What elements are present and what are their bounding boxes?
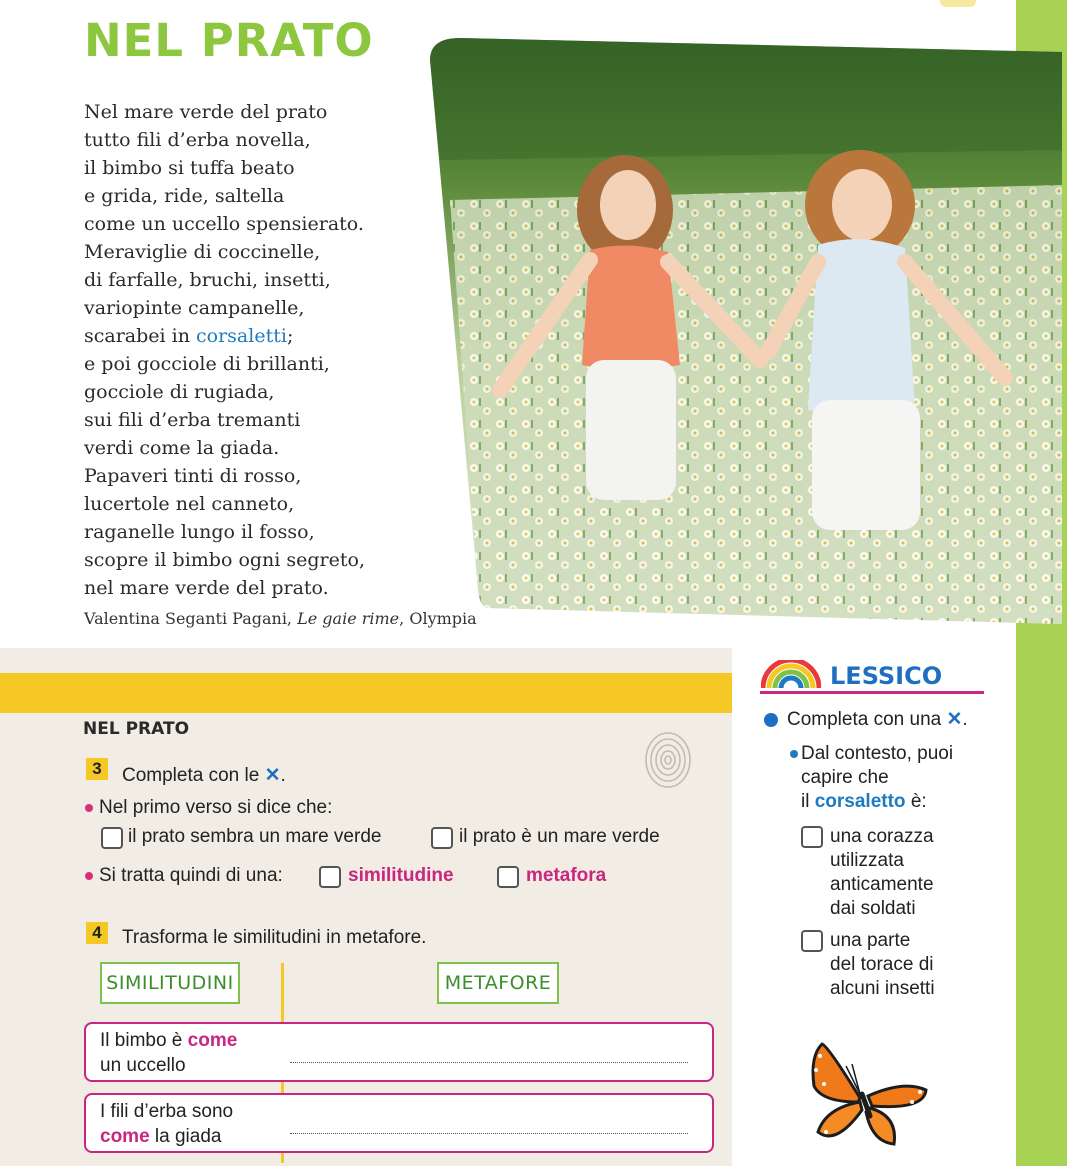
- similitudine-2: [100, 1099, 233, 1149]
- credit-publisher: , Olympia: [399, 609, 477, 628]
- option-prato-sembra: il prato sembra un mare verde: [128, 826, 382, 847]
- option-similitudine: similitudine: [348, 865, 454, 886]
- lessico-underline: [760, 691, 984, 694]
- fingerprint-icon: [642, 730, 694, 790]
- option-line: una corazza: [830, 826, 934, 847]
- bullet-icon: [764, 713, 778, 727]
- answer-line-1[interactable]: [290, 1062, 688, 1063]
- question-line: capire che: [801, 767, 889, 788]
- row-text: Il bimbo è: [100, 1030, 188, 1051]
- word-come: come: [100, 1126, 150, 1147]
- lessico-question: [801, 742, 953, 814]
- column-header-metafore: METAFORE: [437, 962, 559, 1004]
- option-line: anticamente: [830, 874, 934, 895]
- poem: [84, 98, 365, 602]
- option-torace: [830, 929, 935, 1001]
- instruction-period: .: [962, 709, 968, 730]
- bullet-icon: [85, 872, 93, 880]
- checkbox-torace[interactable]: [801, 930, 823, 952]
- lessico-instruction: [787, 708, 968, 732]
- exercise-3-question-2: Si tratta quindi di una:: [99, 865, 283, 886]
- glossary-word-corsaletti[interactable]: corsaletti: [196, 325, 287, 347]
- row-text: I fili d’erba sono: [100, 1101, 234, 1122]
- row-text: un uccello: [100, 1055, 186, 1076]
- column-header-similitudini: SIMILITUDINI: [100, 962, 240, 1004]
- exercise-3-question-1: Nel primo verso si dice che:: [99, 797, 333, 818]
- poem-line: Nel mare verde del prato: [84, 101, 328, 123]
- poem-line: e poi gocciole di brillanti,: [84, 353, 330, 375]
- checkbox-corazza[interactable]: [801, 826, 823, 848]
- poem-line: Papaveri tinti di rosso,: [84, 465, 302, 487]
- option-line: utilizzata: [830, 850, 904, 871]
- rainbow-icon: [761, 660, 821, 690]
- poem-line: come un uccello spensierato.: [84, 213, 364, 235]
- poem-line: il bimbo si tuffa beato: [84, 157, 295, 179]
- checkbox-prato-e[interactable]: [431, 827, 453, 849]
- poem-line: scopre il bimbo ogni segreto,: [84, 549, 366, 571]
- checkbox-prato-sembra[interactable]: [101, 827, 123, 849]
- poem-line: variopinte campanelle,: [84, 297, 305, 319]
- poem-line: [84, 322, 365, 350]
- poem-line: tutto fili d’erba novella,: [84, 129, 311, 151]
- similitudine-1: [100, 1028, 237, 1078]
- instruction-text: Completa con una: [787, 709, 942, 730]
- poem-line: verdi come la giada.: [84, 437, 280, 459]
- question-text: il: [801, 791, 815, 812]
- option-line: una parte: [830, 930, 911, 951]
- option-metafora: metafora: [526, 865, 607, 886]
- exercise-3-instruction: [122, 764, 286, 787]
- poem-credit: [84, 609, 477, 628]
- option-line: dai soldati: [830, 898, 916, 919]
- exercise-4-instruction: Trasforma le similitudini in metafore.: [122, 927, 427, 948]
- x-mark-icon: ✕: [946, 709, 963, 730]
- exercise-header-bar: [0, 673, 732, 713]
- answer-line-2[interactable]: [290, 1133, 688, 1134]
- instruction-text: Completa con le: [122, 765, 260, 786]
- poem-line: lucertole nel canneto,: [84, 493, 295, 515]
- credit-author: Valentina Seganti Pagani,: [84, 609, 298, 628]
- glossary-word-corsaletto: corsaletto: [814, 791, 906, 812]
- poem-line: di farfalle, bruchi, insetti,: [84, 269, 331, 291]
- credit-book: Le gaie rime: [297, 609, 400, 628]
- page-title: NEL PRATO: [84, 14, 374, 67]
- instruction-period: .: [280, 765, 286, 786]
- butterfly-icon: [808, 1036, 932, 1148]
- poem-line: nel mare verde del prato.: [84, 577, 329, 599]
- exercise-number-3: 3: [86, 758, 108, 780]
- poem-text: scarabei in: [84, 325, 197, 347]
- poem-line: raganelle lungo il fosso,: [84, 521, 315, 543]
- option-prato-e: il prato è un mare verde: [459, 826, 660, 847]
- checkbox-metafora[interactable]: [497, 866, 519, 888]
- poem-line: gocciole di rugiada,: [84, 381, 275, 403]
- poem-text: ;: [286, 325, 294, 347]
- x-mark-icon: ✕: [264, 765, 281, 786]
- bullet-icon: [85, 804, 93, 812]
- poem-line: sui fili d’erba tremanti: [84, 409, 301, 431]
- lessico-title: LESSICO: [830, 662, 943, 690]
- exercise-section-title: NEL PRATO: [83, 719, 190, 739]
- option-line: alcuni insetti: [830, 978, 935, 999]
- checkbox-similitudine[interactable]: [319, 866, 341, 888]
- option-corazza: [830, 825, 934, 921]
- question-line: Dal contesto, puoi: [801, 743, 954, 764]
- row-text: la giada: [149, 1126, 222, 1147]
- exercise-number-4: 4: [86, 922, 108, 944]
- bullet-icon: [790, 750, 798, 758]
- word-come: come: [187, 1030, 238, 1051]
- option-line: del torace di: [830, 954, 934, 975]
- question-text: è:: [905, 791, 927, 812]
- poem-line: e grida, ride, saltella: [84, 185, 285, 207]
- poem-line: Meraviglie di coccinelle,: [84, 241, 321, 263]
